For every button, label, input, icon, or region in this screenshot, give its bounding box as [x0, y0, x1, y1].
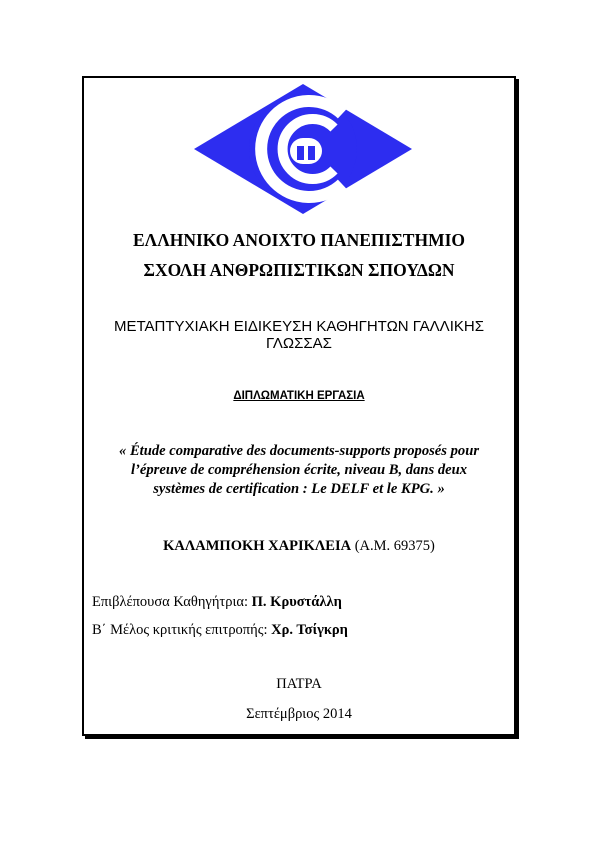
author-id: (Α.Μ. 69375) [351, 538, 435, 554]
member-name: Χρ. Τσίγκρη [271, 622, 348, 638]
date: Σεπτέμβριος 2014 [246, 706, 352, 722]
thesis-label: ΔΙΠΛΩΜΑΤΙΚΗ ΕΡΓΑΣΙΑ [233, 390, 365, 402]
supervisor-label: Επιβλέπουσα Καθηγήτρια: [92, 594, 252, 610]
supervisor [92, 594, 342, 611]
program-name [82, 318, 516, 352]
university-logo [192, 82, 414, 216]
school-name: ΣΧΟΛΗ ΑΝΘΡΩΠΙΣΤΙΚΩΝ ΣΠΟΥΔΩΝ [143, 260, 455, 280]
author-name: ΚΑΛΑΜΠΟΚΗ ΧΑΡΙΚΛΕΙΑ [163, 538, 352, 554]
university-name: ΕΛΛΗΝΙΚΟ ΑΝΟΙΧΤΟ ΠΑΝΕΠΙΣΤΗΜΙΟ [132, 230, 466, 250]
author [82, 538, 516, 555]
supervisor-name: Π. Κρυστάλλη [251, 594, 342, 610]
member-label: Β΄ Μέλος κριτικής επιτροπής: [92, 622, 272, 638]
program-line-1: ΜΕΤΑΠΤΥΧΙΑΚΗ ΕΙΔΙΚΕΥΣΗ ΚΑΘΗΓΗΤΩΝ ΓΑΛΛΙΚΗΣ [114, 318, 484, 335]
title-line-1: « Étude comparative des documents-supports proposés pour [119, 443, 479, 459]
title-line-2: l’épreuve de compréhension écrite, niveau B, dans deux [130, 462, 468, 478]
city: ΠΑΤΡΑ [276, 676, 322, 692]
thesis-title [90, 442, 508, 499]
program-line-2: ΓΛΩΣΣΑΣ [266, 335, 332, 352]
title-line-3: systèmes de certification : Le DELF et le KPG. » [153, 481, 445, 497]
committee-member [92, 622, 348, 639]
